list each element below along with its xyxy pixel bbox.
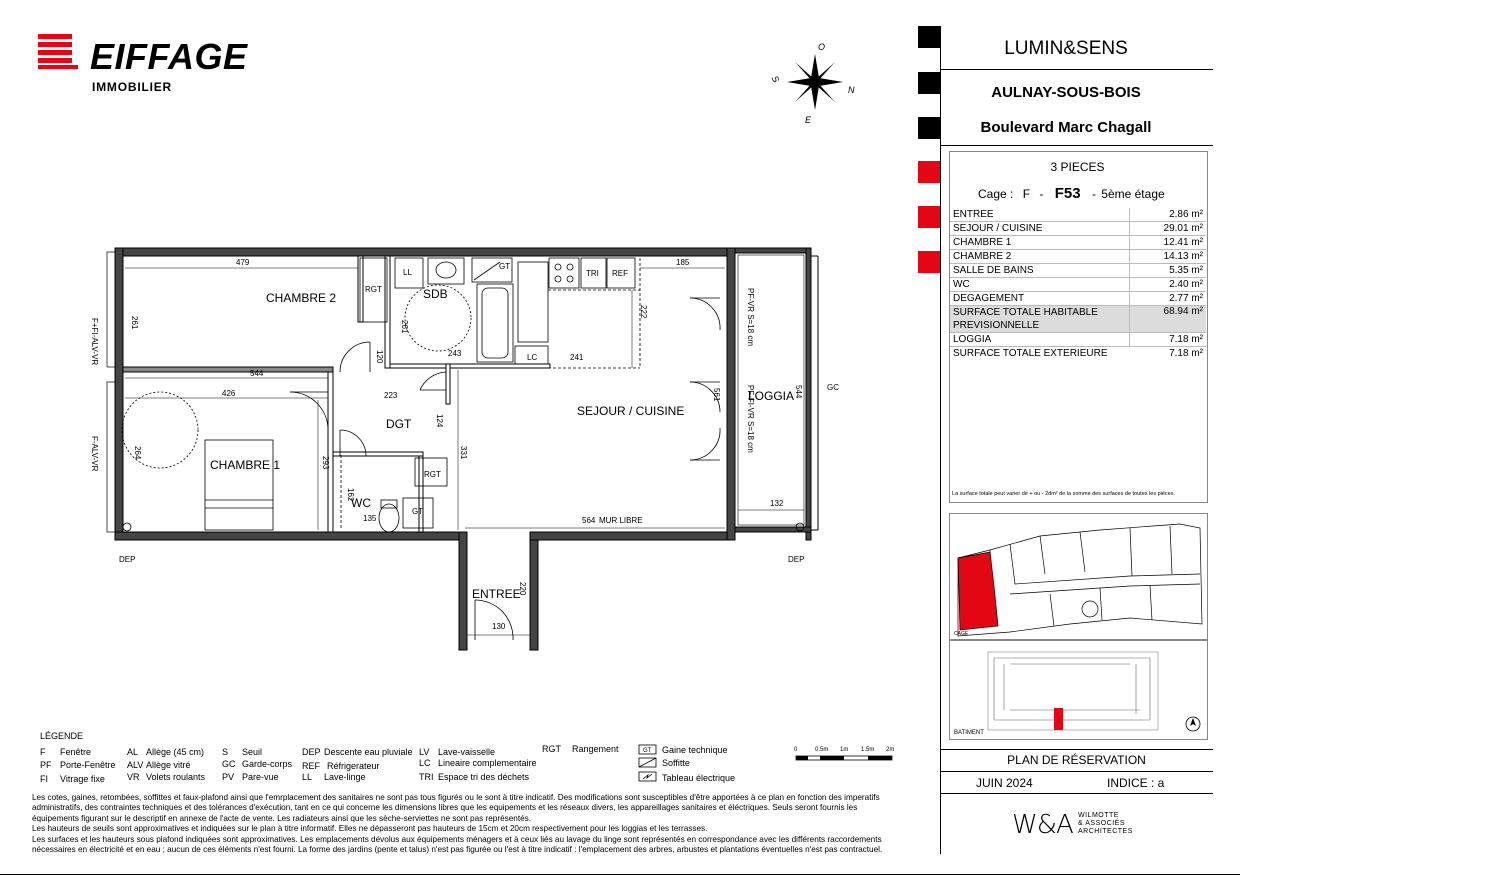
dim-261b: 261 [400,320,409,334]
legend-label: Allège (45 cm) [146,747,205,757]
legend-code: TRI [419,772,434,782]
legend-code: DEP [302,747,321,757]
room-dgt: DGT [386,417,412,431]
room-entree: ENTREE [472,587,521,601]
footer-date: JUIN 2024 [976,776,1033,790]
label-rgt-2: RGT [424,470,441,479]
surface-label: SALLE DE BAINS [950,264,1130,278]
dim-331: 331 [459,446,468,460]
brand-name: EIFFAGE [90,36,248,77]
legend-label: Garde-corps [242,759,293,769]
surface-label: DEGAGEMENT [950,292,1130,306]
surface-value: 29.01 m² [1130,222,1207,236]
compass-o: O [818,42,826,52]
scale-tick-4: 2m [886,747,895,753]
note-line: administratifs, des contraintes techniques et des tolérances d'exécution, tant en ce qui concerne les dimensions libres que les equipements et les réseaux divers, les appareillages sanitaires et éléctriques. Seuls seront fournis les [32,803,858,813]
surface-row [950,236,1206,250]
dim-135: 135 [363,514,377,523]
note-line: Les hauteurs de seuils sont approximatives et indiquées sur le plan à titre informatif. Elles ne dépasseront pas hauteurs de 15cm et 20cm respectivement pour les loggias et les terrasses. [32,824,708,834]
lot-rooms: 3 PIECES [1050,160,1105,174]
fixtures [122,258,640,532]
surface-row [950,250,1206,264]
surface-row [950,208,1206,222]
exterior-value: 7.18 m² [1169,348,1203,359]
total-habitable-label [950,306,1130,333]
legend-label: Gaine technique [662,745,728,755]
disclaimer-notes [32,793,917,855]
keyplan-stair-label: CAGE [954,631,969,637]
legend-code: LV [419,747,430,757]
architect-line-1: WILMOTTE [1078,812,1119,819]
compass-e: E [805,115,812,125]
legend-label: Tableau électrique [662,773,736,783]
legend-label: Pare-vue [242,772,279,782]
scale-tick-3: 1.5m [861,747,875,753]
divider [940,749,1213,750]
label-window-left-1: F+FI-ALV-VR [90,318,99,366]
label-ref: REF [612,269,628,278]
legend-label: Porte-Fenêtre [60,760,116,770]
compass-n: N [848,85,855,95]
dim-162: 162 [346,488,355,502]
header-square-5 [918,206,940,228]
panel-left-border [940,26,941,854]
legend-label: Lineaire complementaire [438,758,537,768]
legend-label: Descente eau pluviale [324,747,413,757]
label-ll: LL [403,268,412,277]
dim-241: 241 [570,353,584,362]
surface-row [950,222,1206,236]
label-gt-1: GT [499,262,511,271]
dim-132: 132 [770,499,784,508]
legend-label: Vitrage fixe [60,774,105,784]
legend-code: LC [419,758,431,768]
exterior-row [950,333,1206,347]
legend-code: GC [222,759,236,769]
legend-title: LÉGENDE [40,731,84,741]
dim-479: 479 [236,258,250,267]
surface-table [950,208,1206,360]
label-gt-2: GT [412,507,424,516]
lot-floor: 5ème étage [1101,187,1165,201]
label-mur-libre: MUR LIBRE [599,516,643,525]
footer-index: INDICE : a [1107,776,1165,790]
lot-cage: F [1022,187,1031,201]
header-square-4 [918,161,940,183]
exterior-value: 7.18 m² [1130,333,1207,347]
label-window-right-1: PF-VR S=18 cm [746,288,755,347]
label-dep-right: DEP [788,555,805,564]
legend-label: Seuil [242,747,263,757]
exterior-row [950,347,1206,361]
legend-code: PV [222,772,235,782]
dim-561: 561 [712,388,721,402]
surface-row [950,264,1206,278]
keyplan-floor [950,514,1205,638]
surface-value: 2.40 m² [1130,278,1207,292]
program-name: LUMIN&SENS [1004,38,1128,59]
dim-243: 243 [448,349,462,358]
legend-gt-symbol: GT [643,748,652,754]
total-habitable-value: 68.94 m² [1130,306,1207,333]
architect-line-2: & ASSOCIÉS [1078,820,1126,827]
footer-title: PLAN DE RÉSERVATION [1007,753,1146,767]
note-line: Les cotes, gaines, retombées, soffittes et faux-plafond ainsi que l'emrplacement des sanitaires ne sont pas tous figurés ou le sont à titre indicatif. Des modifications sont susceptibles d'être apportées à ce plan en fonction des imperatifs [32,793,880,802]
lot-cage-label: Cage : [978,187,1014,201]
total-habitable-row [950,306,1206,333]
header-square-6 [918,251,940,273]
surface-label: CHAMBRE 1 [950,236,1130,250]
surface-label: ENTREE [950,208,1130,222]
legend-code: PF [40,760,52,770]
label-dep-left: DEP [119,555,136,564]
surface-label: CHAMBRE 2 [950,250,1130,264]
room-sdb: SDB [423,287,448,301]
legend-symbols [638,744,658,784]
compass-s: S [769,74,782,85]
legend-label: Rangement [572,744,619,754]
legend-code: ALV [127,760,144,770]
lot-number: F53 [1054,185,1081,202]
surface-value: 2.86 m² [1130,208,1207,222]
legend-label: Lave-vaisselle [438,747,496,757]
lot-dash-1: - [1039,187,1044,201]
surface-row [950,292,1206,306]
lot-dash-2: - [1091,187,1096,201]
lot-line [978,185,1165,202]
scale-bar [792,744,902,768]
keyplan-building [950,640,1205,737]
total-habitable-label-1: SURFACE TOTALE HABITABLE [953,307,1098,318]
dim-264: 264 [133,446,142,460]
surface-value: 14.13 m² [1130,250,1207,264]
scale-tick-0: 0 [794,747,798,753]
legend-code: REF [302,761,320,771]
note-line: équipements figurant sur le descriptif en annexe de l'acte de vente. Les radiateurs ainsi que les sèche-serviettes ne sont pas représentés. [32,813,532,823]
exterior-label: SURFACE TOTALE EXTERIEURE [953,348,1108,359]
legend-label: Soffitte [662,758,690,768]
divider [940,793,1213,794]
legend-code: S [222,747,229,757]
legend-code: AL [127,747,139,757]
dim-222: 222 [639,305,648,319]
label-rgt-1: RGT [365,285,382,294]
legend-label: Espace tri des déchets [438,772,530,782]
surface-value: 5.35 m² [1130,264,1207,278]
program-street: Boulevard Marc Chagall [980,119,1152,136]
label-tri: TRI [586,269,599,278]
legend-code: FI [40,774,48,784]
legend-code: F [40,747,46,757]
dim-544b: 544 [794,385,803,399]
dim-564: 564 [582,516,596,525]
dim-124: 124 [435,414,444,428]
keyplan-building-label: BATIMENT [954,730,984,736]
brand-subtitle: IMMOBILIER [92,80,172,94]
room-chambre-2: CHAMBRE 2 [266,291,337,305]
dim-293: 293 [321,456,330,470]
dim-426: 426 [222,389,236,398]
label-lc: LC [527,353,538,362]
dim-185: 185 [676,258,690,267]
legend-label: Réfrigerateur [327,761,380,771]
room-loggia: LOGGIA [748,389,795,403]
legend-code: VR [127,772,140,782]
architect-logo: W&A [1012,810,1073,840]
note-line: nécessaires en électricité et en eau ; aucun de ces éléments n'est fourni. La forme des jardins (pente et talus) n'est pas figurée ou l'est à titre indicatif : l'emplacement des arbres, arbustes et plantations éventuelles n'est pas contractuel. [32,845,883,855]
surface-label: SEJOUR / CUISINE [950,222,1130,236]
legend-label: Fenêtre [60,747,92,757]
legend-code: LL [302,772,313,782]
surface-label: WC [950,278,1130,292]
room-wc: WC [351,496,371,510]
surface-row [950,278,1206,292]
page-bottom-border [0,874,1240,875]
scale-tick-2: 1m [840,747,849,753]
scale-tick-1: 0.5m [815,747,829,753]
internal-walls [123,256,550,532]
exterior-label: LOGGIA [950,333,1130,347]
dim-223: 223 [384,391,398,400]
dim-220: 220 [518,582,527,596]
room-chambre-1: CHAMBRE 1 [210,458,281,472]
label-window-left-2: F-ALV-VR [90,436,99,472]
surface-note: La surface totale peut varier de + ou - 2dm² de la somme des surfaces de toutes les pièces. [952,491,1176,497]
room-sejour: SEJOUR / CUISINE [577,404,685,418]
note-line: Les surfaces et les hauteurs sous plafond indiquées sont approximatives. Les emplacements dévolus aux équipements ménagers et à ceux liés au lavage du linge sont représentés en correspondance avec les différents raccordements [32,834,882,844]
architect-line-3: ARCHITECTES [1078,828,1133,835]
surface-value: 2.77 m² [1130,292,1207,306]
legend-label: Volets roulants [146,772,206,782]
label-gc: GC [827,383,839,392]
dim-120: 120 [375,350,384,364]
divider [940,69,1213,70]
dim-130: 130 [492,622,506,631]
surface-value: 12.41 m² [1130,236,1207,250]
dim-261a: 261 [130,316,139,330]
divider [940,771,1213,772]
legend-label: Lave-linge [324,772,366,782]
legend-code: RGT [542,744,561,754]
compass-icon [787,54,843,110]
total-habitable-label-2: PREVISIONNELLE [953,320,1040,331]
legend-label: Allège vitré [146,760,191,770]
program-city: AULNAY-SOUS-BOIS [991,84,1141,101]
architect-name [1078,812,1133,836]
label-window-right-2: PF-FI-VR S=18 cm [746,385,755,453]
divider [940,145,1213,146]
dim-544a: 544 [250,369,264,378]
